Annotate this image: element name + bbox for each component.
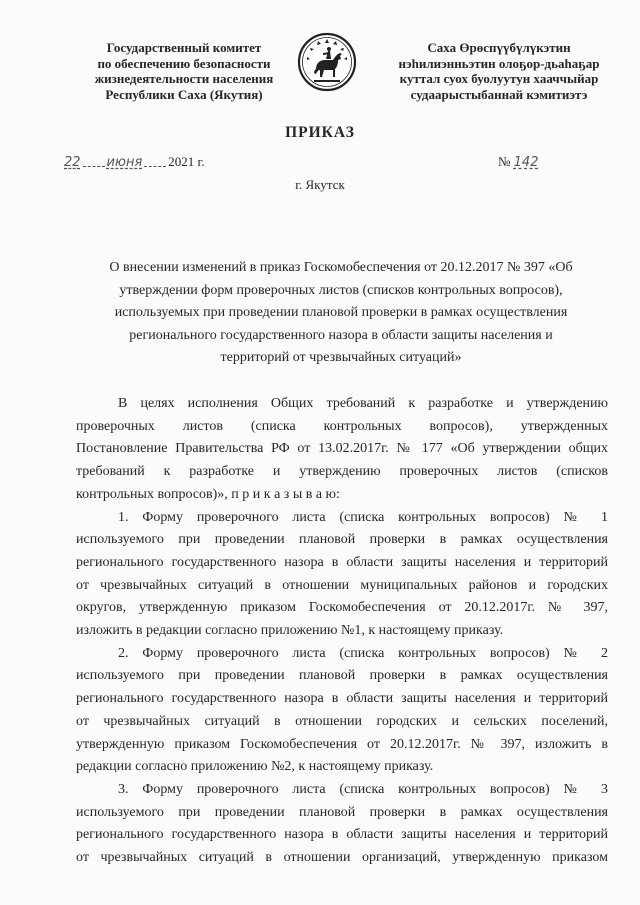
body-line: используемого при проведении плановой проверки в рамках осуществления <box>76 804 608 820</box>
number-value: 142 <box>513 155 539 170</box>
body-line: регионального государственного назора в области защиты населения и территорий <box>76 691 608 707</box>
body-line: от чрезвычайных ситуаций в отношении муниципальных районов и городских <box>76 577 608 593</box>
order-number <box>498 154 538 170</box>
header-left-block <box>86 40 282 102</box>
date-day: 22 <box>64 155 81 170</box>
header-left-line: Республики Саха (Якутия) <box>105 86 263 102</box>
body-line: контрольных вопросов)», п р и к а з ы в а ю: <box>76 486 340 502</box>
header-right-line: нэһилиэнньэтин олоҕор-дьаһаҕар <box>398 55 600 71</box>
date-month: июня <box>106 155 143 170</box>
subject-line: территорий от чрезвычайных ситуаций» <box>220 350 462 365</box>
coat-of-arms-emblem <box>297 32 357 92</box>
header-left-line: Государственный комитет <box>106 40 262 55</box>
order-date <box>64 154 205 170</box>
body-line: В целях исполнения Общих требований к разработке и утверждению <box>118 396 608 411</box>
body-line: используемого при проведении плановой проверки в рамках осуществления <box>76 532 608 548</box>
subject-line: утверждении форм проверочных листов (списков контрольных вопросов), <box>119 282 563 298</box>
document-title: ПРИКАЗ <box>285 124 355 141</box>
body-line: от чрезвычайных ситуаций в отношении организаций, утвержденную приказом <box>76 850 608 866</box>
body-line: утвержденную приказом Госкомобеспечения от 20.12.2017г. № 397, изложить в <box>76 736 608 752</box>
subject-line: используемых при проведении плановой проверки в рамках осуществления <box>114 305 568 320</box>
body-line: требований к разработке и утверждению проверочных листов (списков <box>76 464 608 480</box>
body-line: регионального государственного назора в области защиты населения и территорий <box>76 827 608 843</box>
city-line: г. Якутск <box>295 177 345 192</box>
order-subject <box>76 257 606 370</box>
header-right-block <box>372 40 626 102</box>
body-line: проверочных листов (списка контрольных вопросов), утвержденных <box>76 418 608 434</box>
header-right-line: судаарыстыбаннай кэмитиэтэ <box>410 86 588 102</box>
header-left-line: жизнедеятельности населения <box>94 71 274 86</box>
subject-line: регионального государственного назора в области защиты населения и <box>129 327 553 343</box>
body-line: 2. Форму проверочного листа (списка контрольных вопросов) № 2 <box>118 645 608 661</box>
body-line: 3. Форму проверочного листа (списка контрольных вопросов) № 3 <box>118 781 608 797</box>
header-right-line: Саха Өрөспүүбүлүкэтин <box>427 40 571 55</box>
order-body <box>76 393 608 870</box>
body-line: используемого при проведении плановой проверки в рамках осуществления <box>76 668 608 684</box>
body-line: от чрезвычайных ситуаций в отношении городских и сельских поселений, <box>76 713 608 729</box>
header-right-line: куттал суох буолуутун хааччыйар <box>399 71 599 86</box>
date-year: 2021 г. <box>168 154 205 169</box>
body-line: округов, утвержденную приказом Госкомобеспечения от 20.12.2017г. № 397, <box>76 600 608 616</box>
body-line: изложить в редакции согласно приложению №1, к настоящему приказу. <box>76 623 504 639</box>
subject-line: О внесении изменений в приказ Госкомобеспечения от 20.12.2017 № 397 «Об <box>109 260 573 275</box>
body-line: редакции согласно приложению №2, к настоящему приказу. <box>76 759 434 775</box>
body-line: 1. Форму проверочного листа (списка контрольных вопросов) № 1 <box>118 509 608 525</box>
header-left-line: по обеспечению безопасности <box>97 55 271 71</box>
body-line: регионального государственного назора в области защиты населения и территорий <box>76 554 608 570</box>
body-line: Постановление Правительства РФ от 13.02.2017г. № 177 «Об утверждении общих <box>76 441 608 457</box>
number-prefix: № <box>498 154 511 169</box>
